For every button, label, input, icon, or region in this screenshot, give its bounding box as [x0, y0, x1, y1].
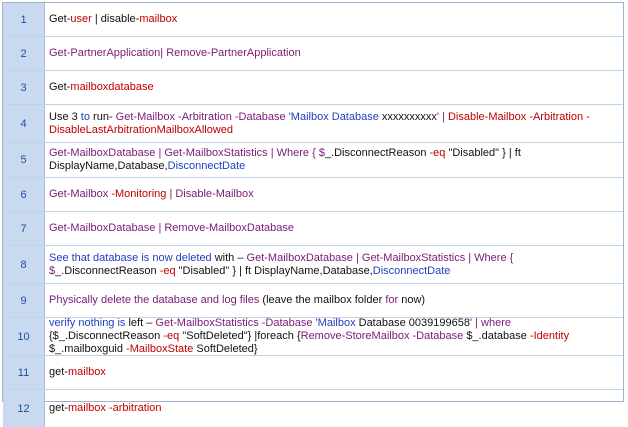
- command-segment: -eq: [159, 264, 176, 277]
- command-segment: Disable-Mailbox -Arbitration -DisableLastArbitrationMailboxAllowed: [49, 110, 590, 136]
- table-row: [3, 37, 623, 71]
- command-cell: [45, 284, 623, 317]
- command-segment: xxxxxxxxxx: [381, 110, 437, 123]
- row-number: 4: [3, 105, 45, 142]
- command-segment: Get-Mailbox -Arbitration -Database: [115, 110, 289, 123]
- command-segment: left –: [128, 317, 156, 329]
- command-text: [49, 81, 154, 94]
- table-row: [3, 71, 623, 105]
- command-segment: Remove-StoreMailbox -Database: [300, 330, 467, 342]
- command-segment: Get-Mailbox: [49, 188, 112, 200]
- command-segment: | disable-: [91, 13, 140, 25]
- table-row: [3, 246, 623, 284]
- command-text: [49, 13, 177, 26]
- row-number: 2: [3, 37, 45, 70]
- row-number: 12: [3, 390, 45, 427]
- command-segment: Get-PartnerApplication| Remove-PartnerApplication: [49, 47, 301, 59]
- table-row: [3, 318, 623, 356]
- command-cell: [45, 212, 623, 245]
- command-text: [49, 366, 106, 379]
- command-segment: get-: [49, 402, 68, 414]
- table-row: [3, 3, 623, 37]
- table-row: [3, 143, 623, 178]
- command-segment: {$_.DisconnectReason: [49, 330, 164, 342]
- command-segment: Physically delete the database and log files: [49, 294, 263, 306]
- command-segment: | Disable-Mailbox: [166, 188, 254, 200]
- command-text: [49, 294, 425, 307]
- command-segment: Get-MailboxDatabase | Get-MailboxStatistics | Where { $: [49, 147, 325, 159]
- command-segment: Use 3: [49, 110, 81, 123]
- command-text: [49, 222, 294, 235]
- command-segment: DisplayName,Database,: [49, 160, 168, 172]
- command-segment: Get-MailboxDatabase | Remove-MailboxDatabase: [49, 222, 294, 234]
- command-segment: now): [398, 294, 426, 306]
- row-number: 1: [3, 3, 45, 36]
- command-segment: -eq: [163, 330, 180, 342]
- command-cell: [45, 356, 623, 389]
- command-segment: mailbox: [139, 13, 178, 25]
- row-number: 8: [3, 246, 45, 283]
- command-segment: get-: [49, 366, 68, 378]
- command-segment: user: [70, 13, 92, 25]
- command-text: [49, 111, 617, 137]
- command-cell: [45, 246, 623, 283]
- command-segment: for: [385, 294, 399, 306]
- table-row: [3, 178, 623, 212]
- command-segment: SoftDeleted}: [193, 343, 258, 355]
- command-segment: -eq: [429, 147, 446, 159]
- row-number: 7: [3, 212, 45, 245]
- command-segment: ' | where: [469, 317, 511, 329]
- command-segment: Get-MailboxStatistics -Database: [155, 317, 316, 329]
- command-table: [2, 2, 624, 415]
- table-row: [3, 390, 623, 427]
- command-segment: -Identity: [529, 330, 570, 342]
- row-number: 5: [3, 143, 45, 177]
- table-row: [3, 284, 623, 318]
- command-cell: [45, 71, 623, 104]
- command-segment: $_.database: [466, 330, 530, 342]
- command-segment: mailbox -arbitration: [67, 402, 162, 414]
- command-segment: 'Mailbox Database: [288, 110, 382, 123]
- row-number: 3: [3, 71, 45, 104]
- command-cell: [45, 318, 623, 355]
- command-segment: "SoftDeleted"} |foreach {: [179, 330, 301, 342]
- command-segment: Get-: [49, 81, 71, 93]
- table-row: [3, 212, 623, 246]
- table-row: [3, 105, 623, 143]
- command-segment: See that database is now deleted: [49, 251, 215, 264]
- command-segment: -Monitoring: [111, 188, 167, 200]
- command-cell: [45, 105, 623, 142]
- command-segment: run-: [89, 110, 116, 123]
- command-text: [49, 147, 617, 173]
- command-segment: with –: [214, 251, 247, 264]
- command-segment: "Disabled" } | ft: [445, 147, 521, 159]
- command-segment: $_.mailboxguid: [49, 343, 127, 355]
- command-segment: mailboxdatabase: [70, 81, 154, 93]
- command-segment: (leave the mailbox folder: [262, 294, 386, 306]
- row-number: 9: [3, 284, 45, 317]
- command-cell: [45, 37, 623, 70]
- row-number: 11: [3, 356, 45, 389]
- command-segment: Get-: [49, 13, 71, 25]
- command-segment: Get-MailboxDatabase | Get-MailboxStatistics | Where { $: [49, 251, 514, 277]
- command-cell: [45, 3, 623, 36]
- command-text: [49, 47, 301, 60]
- row-number: 10: [3, 318, 45, 355]
- command-segment: ' |: [436, 110, 448, 123]
- command-text: [49, 317, 617, 356]
- command-segment: Database 0039199658: [358, 317, 470, 329]
- command-segment: -MailboxState: [126, 343, 194, 355]
- command-cell: [45, 390, 623, 427]
- command-segment: to: [80, 110, 90, 123]
- command-cell: [45, 143, 623, 177]
- command-segment: "Disabled" } | ft DisplayName,Database,: [175, 264, 373, 277]
- table-row: [3, 356, 623, 390]
- command-segment: DisconnectDate: [372, 264, 451, 277]
- command-segment: verify nothing is: [49, 317, 129, 329]
- command-segment: _.DisconnectReason: [55, 264, 160, 277]
- row-number: 6: [3, 178, 45, 211]
- command-text: [49, 188, 254, 201]
- command-text: [49, 252, 617, 278]
- command-segment: mailbox: [67, 366, 106, 378]
- command-segment: _.DisconnectReason: [324, 147, 430, 159]
- command-cell: [45, 178, 623, 211]
- command-segment: 'Mailbox: [315, 317, 359, 329]
- command-segment: DisconnectDate: [167, 160, 246, 172]
